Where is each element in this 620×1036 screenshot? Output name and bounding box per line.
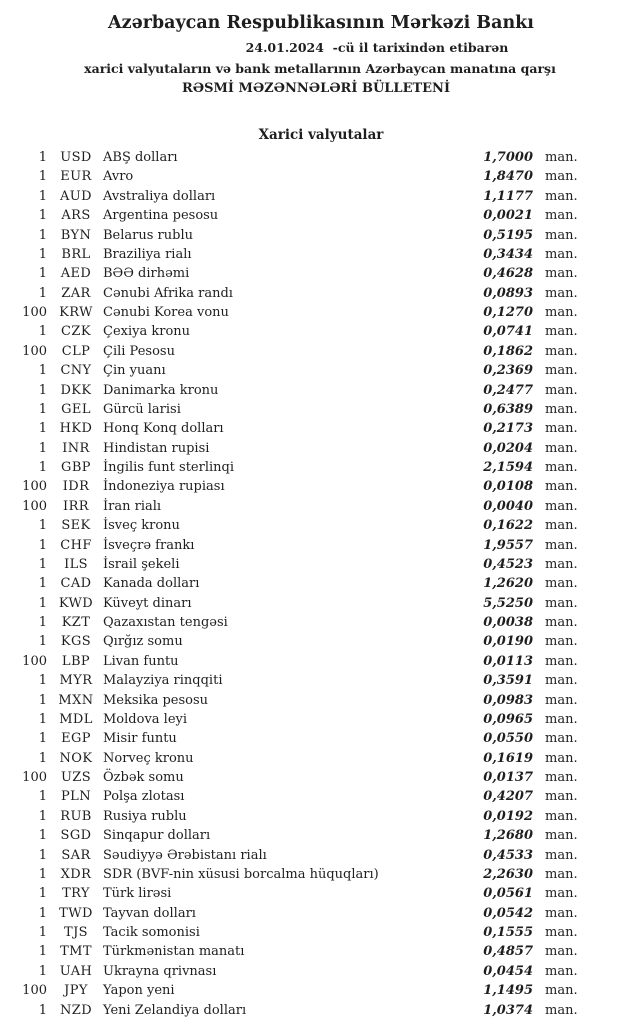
currency-code: DKK <box>60 382 92 398</box>
rate-value: 2,2630 <box>483 866 533 882</box>
rate-value: 5,5250 <box>483 595 533 611</box>
table-row <box>0 303 620 322</box>
currency-code: MXN <box>58 692 94 708</box>
rate-unit: man. <box>545 285 578 301</box>
rate-value: 0,3434 <box>483 246 533 262</box>
currency-quantity: 1 <box>38 711 47 727</box>
table-row <box>0 245 620 264</box>
table-row <box>0 691 620 710</box>
currency-name: Belarus rublu <box>103 227 193 243</box>
currency-name: Tayvan dolları <box>103 905 196 921</box>
rate-unit: man. <box>545 440 578 456</box>
currency-code: JPY <box>64 983 88 999</box>
table-row <box>0 187 620 206</box>
currency-name: Türk lirəsi <box>103 886 172 902</box>
table-row <box>0 477 620 496</box>
page-title: Azərbaycan Respublikasının Mərkəzi Bankı <box>108 13 534 33</box>
rate-value: 1,7000 <box>483 150 533 165</box>
currency-name: Polşa zlotası <box>103 789 185 805</box>
rate-value: 0,0108 <box>483 479 533 495</box>
table-row <box>0 516 620 535</box>
rate-value: 0,1862 <box>483 343 533 359</box>
currency-name: Argentina pesosu <box>103 208 219 224</box>
currency-name: Avstraliya dolları <box>103 188 216 204</box>
currency-name: İsveçrə frankı <box>103 537 195 553</box>
currency-quantity: 1 <box>38 963 47 979</box>
currency-quantity: 1 <box>38 188 47 204</box>
rate-value: 2,1594 <box>483 460 533 475</box>
rate-value: 0,4857 <box>483 944 533 960</box>
currency-quantity: 1 <box>38 150 47 165</box>
currency-name: Sinqapur dolları <box>103 828 211 844</box>
table-row <box>0 206 620 225</box>
currency-code: BRL <box>61 246 91 262</box>
currency-code: GBP <box>61 460 91 475</box>
rate-value: 0,0040 <box>483 498 533 514</box>
rate-unit: man. <box>545 537 578 553</box>
rate-unit: man. <box>545 343 578 359</box>
rate-unit: man. <box>545 556 578 572</box>
rate-value: 0,4533 <box>483 847 533 863</box>
table-row <box>0 787 620 806</box>
table-row <box>0 148 620 167</box>
table-row <box>0 826 620 845</box>
currency-quantity: 1 <box>38 537 47 553</box>
rate-value: 0,0204 <box>483 440 533 456</box>
effective-date-line: 24.01.2024 -cü il tarixindən etibarən <box>245 40 509 55</box>
rate-unit: man. <box>545 382 578 398</box>
table-row <box>0 613 620 632</box>
currency-quantity: 1 <box>38 828 47 844</box>
currency-name: Çili Pesosu <box>103 343 175 359</box>
section-title-foreign-currencies: Xarici valyutalar <box>258 127 384 143</box>
currency-quantity: 1 <box>38 227 47 243</box>
table-row <box>0 923 620 942</box>
rate-unit: man. <box>545 789 578 805</box>
table-row <box>0 884 620 903</box>
currency-code: UAH <box>59 963 93 979</box>
currency-name: Tacik somonisi <box>103 925 200 940</box>
currency-code: MDL <box>59 711 93 727</box>
currency-code: CZK <box>61 324 91 340</box>
rate-unit: man. <box>545 905 578 921</box>
table-row <box>0 264 620 283</box>
currency-name: Cənubi Korea vonu <box>103 305 229 320</box>
currency-name: İsveç kronu <box>103 518 180 534</box>
currency-quantity: 1 <box>38 246 47 262</box>
currency-quantity: 100 <box>22 498 47 514</box>
rate-unit: man. <box>545 634 578 650</box>
table-row <box>0 361 620 380</box>
rate-value: 0,0893 <box>483 285 533 301</box>
table-row <box>0 846 620 865</box>
rate-unit: man. <box>545 188 578 204</box>
rate-value: 0,5195 <box>483 227 533 243</box>
currency-code: CNY <box>60 363 92 379</box>
rate-unit: man. <box>545 808 578 824</box>
rate-unit: man. <box>545 944 578 960</box>
currency-quantity: 1 <box>38 692 47 708</box>
rate-unit: man. <box>545 246 578 262</box>
rate-unit: man. <box>545 711 578 727</box>
currency-code: IDR <box>62 479 90 495</box>
currency-quantity: 1 <box>38 1002 47 1018</box>
rate-unit: man. <box>545 963 578 979</box>
currency-name: Honq Konq dolları <box>103 421 224 437</box>
table-row <box>0 400 620 419</box>
currency-name: Qırğız somu <box>103 634 183 650</box>
rate-unit: man. <box>545 401 578 417</box>
table-row <box>0 807 620 826</box>
currency-code: TWD <box>59 905 93 921</box>
currency-code: XDR <box>60 866 92 882</box>
currency-code: INR <box>62 440 90 456</box>
currency-code: BYN <box>60 227 92 243</box>
table-row <box>0 1001 620 1020</box>
table-row <box>0 381 620 400</box>
currency-code: SEK <box>61 518 91 534</box>
currency-quantity: 1 <box>38 925 47 940</box>
rate-unit: man. <box>545 227 578 243</box>
table-row <box>0 671 620 690</box>
currency-name: Malayziya rinqqiti <box>103 673 223 689</box>
currency-quantity: 1 <box>38 808 47 824</box>
table-row <box>0 749 620 768</box>
table-row <box>0 865 620 884</box>
currency-quantity: 1 <box>38 847 47 863</box>
currency-name: Ukrayna qrivnası <box>103 963 217 979</box>
table-row <box>0 555 620 574</box>
currency-quantity: 1 <box>38 440 47 456</box>
currency-name: Gürcü larisi <box>103 401 181 417</box>
currency-name: BƏƏ dirhəmi <box>103 266 190 282</box>
currency-quantity: 1 <box>38 460 47 475</box>
currency-code: USD <box>60 150 92 165</box>
currency-code: KWD <box>58 595 94 611</box>
rate-value: 0,1555 <box>483 925 533 940</box>
currency-name: ABŞ dolları <box>103 150 178 165</box>
table-row <box>0 167 620 186</box>
currency-name: Yeni Zelandiya dolları <box>103 1002 247 1018</box>
table-row <box>0 594 620 613</box>
rate-value: 1,1495 <box>483 983 533 999</box>
table-row <box>0 729 620 748</box>
currency-code: SGD <box>60 828 92 844</box>
table-row <box>0 710 620 729</box>
currency-quantity: 1 <box>38 324 47 340</box>
rate-unit: man. <box>545 479 578 495</box>
currency-name: Hindistan rupisi <box>103 440 210 456</box>
currency-quantity: 100 <box>22 983 47 999</box>
currency-code: EGP <box>61 731 91 747</box>
rate-value: 0,0550 <box>483 731 533 747</box>
rate-value: 0,3591 <box>483 673 533 689</box>
currency-quantity: 1 <box>38 266 47 282</box>
table-row <box>0 632 620 651</box>
currency-name: Özbək somu <box>103 770 184 785</box>
rate-unit: man. <box>545 498 578 514</box>
rate-value: 0,1619 <box>483 750 533 766</box>
currency-code: PLN <box>61 789 91 805</box>
currency-name: Misir funtu <box>103 731 177 747</box>
rate-unit: man. <box>545 847 578 863</box>
bulletin-title: RƏSMİ MƏZƏNNƏLƏRİ BÜLLETENİ <box>181 81 451 96</box>
rate-unit: man. <box>545 460 578 475</box>
currency-quantity: 1 <box>38 673 47 689</box>
rate-unit: man. <box>545 518 578 534</box>
table-row <box>0 962 620 981</box>
currency-code: ZAR <box>61 285 91 301</box>
currency-code: GEL <box>61 401 91 417</box>
currency-name: SDR (BVF-nin xüsusi borcalma hüquqları) <box>103 866 379 882</box>
rate-value: 0,0038 <box>483 615 533 630</box>
currency-quantity: 1 <box>38 382 47 398</box>
rate-value: 1,9557 <box>483 537 533 553</box>
table-row <box>0 981 620 1000</box>
rate-value: 1,8470 <box>483 169 533 185</box>
currency-quantity: 100 <box>22 770 47 785</box>
rate-value: 0,0542 <box>483 905 533 921</box>
rate-unit: man. <box>545 692 578 708</box>
currency-name: Türkmənistan manatı <box>103 944 245 960</box>
currency-quantity: 1 <box>38 169 47 185</box>
currency-name: Cənubi Afrika randı <box>103 285 233 301</box>
rate-unit: man. <box>545 828 578 844</box>
rate-unit: man. <box>545 653 578 669</box>
currency-code: TJS <box>64 925 88 940</box>
currency-code: NZD <box>59 1002 93 1018</box>
currency-quantity: 1 <box>38 285 47 301</box>
currency-name: Çin yuanı <box>103 363 166 379</box>
rate-unit: man. <box>545 731 578 747</box>
currency-code: UZS <box>60 770 92 785</box>
rate-unit: man. <box>545 266 578 282</box>
table-row <box>0 497 620 516</box>
rate-value: 0,1270 <box>483 305 533 320</box>
rate-unit: man. <box>545 324 578 340</box>
rate-unit: man. <box>545 421 578 437</box>
currency-name: İndoneziya rupiası <box>103 479 225 495</box>
currency-quantity: 1 <box>38 576 47 592</box>
rate-value: 0,0965 <box>483 711 533 727</box>
exchange-rates-table <box>0 148 620 1020</box>
currency-code: ILS <box>64 556 88 572</box>
rate-value: 0,0021 <box>483 208 533 224</box>
currency-name: Qazaxıstan tengəsi <box>103 615 228 630</box>
currency-quantity: 1 <box>38 905 47 921</box>
rate-value: 0,0192 <box>483 808 533 824</box>
subtitle-line: xarici valyutaların və bank metallarının Azərbaycan manatına qarşı <box>84 61 556 76</box>
currency-quantity: 100 <box>22 305 47 320</box>
table-row <box>0 322 620 341</box>
currency-code: CHF <box>60 537 92 553</box>
currency-name: Səudiyyə Ərəbistanı rialı <box>103 847 267 863</box>
currency-quantity: 1 <box>38 401 47 417</box>
currency-name: Livan funtu <box>103 653 179 669</box>
table-row <box>0 904 620 923</box>
rate-unit: man. <box>545 150 578 165</box>
currency-name: Kanada dolları <box>103 576 200 592</box>
currency-code: TMT <box>60 944 92 960</box>
rate-unit: man. <box>545 615 578 630</box>
currency-quantity: 1 <box>38 750 47 766</box>
table-row <box>0 942 620 961</box>
currency-name: Rusiya rublu <box>103 808 187 824</box>
currency-name: Norveç kronu <box>103 750 194 766</box>
table-row <box>0 419 620 438</box>
currency-quantity: 1 <box>38 421 47 437</box>
currency-name: Braziliya rialı <box>103 246 192 262</box>
currency-quantity: 1 <box>38 595 47 611</box>
rate-unit: man. <box>545 866 578 882</box>
rate-unit: man. <box>545 1002 578 1018</box>
currency-quantity: 1 <box>38 634 47 650</box>
currency-name: İran rialı <box>103 498 162 514</box>
table-row <box>0 574 620 593</box>
rate-value: 0,0561 <box>483 886 533 902</box>
rate-value: 0,4523 <box>483 556 533 572</box>
rate-value: 0,0137 <box>483 770 533 785</box>
currency-name: Avro <box>103 169 134 185</box>
currency-code: CAD <box>60 576 92 592</box>
currency-code: AUD <box>60 188 92 204</box>
currency-quantity: 100 <box>22 479 47 495</box>
rate-value: 0,4628 <box>483 266 533 282</box>
table-row <box>0 226 620 245</box>
table-row <box>0 439 620 458</box>
currency-quantity: 1 <box>38 886 47 902</box>
rate-unit: man. <box>545 925 578 940</box>
rate-value: 0,6389 <box>483 401 533 417</box>
table-row <box>0 536 620 555</box>
currency-name: Meksika pesosu <box>103 692 209 708</box>
currency-quantity: 1 <box>38 731 47 747</box>
currency-code: HKD <box>59 421 93 437</box>
currency-name: Küveyt dinarı <box>103 595 192 611</box>
currency-quantity: 1 <box>38 208 47 224</box>
rate-unit: man. <box>545 673 578 689</box>
rate-unit: man. <box>545 363 578 379</box>
currency-name: İsrail şekeli <box>103 556 180 572</box>
currency-code: AED <box>60 266 92 282</box>
rate-value: 0,2173 <box>483 421 533 437</box>
currency-code: KZT <box>61 615 91 630</box>
currency-code: RUB <box>60 808 92 824</box>
currency-code: CLP <box>61 343 91 359</box>
rate-unit: man. <box>545 983 578 999</box>
currency-quantity: 1 <box>38 556 47 572</box>
rate-value: 0,0190 <box>483 634 533 650</box>
rate-value: 1,2680 <box>483 828 533 844</box>
currency-name: Yapon yeni <box>103 983 175 999</box>
currency-quantity: 1 <box>38 363 47 379</box>
currency-quantity: 100 <box>22 343 47 359</box>
currency-quantity: 1 <box>38 518 47 534</box>
currency-quantity: 1 <box>38 944 47 960</box>
rate-value: 0,2477 <box>483 382 533 398</box>
table-row <box>0 284 620 303</box>
currency-quantity: 100 <box>22 653 47 669</box>
table-row <box>0 342 620 361</box>
currency-code: SAR <box>61 847 91 863</box>
rate-value: 0,0454 <box>483 963 533 979</box>
currency-code: MYR <box>59 673 93 689</box>
rate-value: 0,2369 <box>483 363 533 379</box>
currency-name: Danimarka kronu <box>103 382 219 398</box>
rate-value: 0,0741 <box>483 324 533 340</box>
rate-unit: man. <box>545 886 578 902</box>
rate-value: 1,2620 <box>483 576 533 592</box>
rate-unit: man. <box>545 770 578 785</box>
table-row <box>0 458 620 477</box>
currency-quantity: 1 <box>38 866 47 882</box>
rate-value: 1,0374 <box>483 1002 533 1018</box>
rate-unit: man. <box>545 595 578 611</box>
rate-value: 0,0113 <box>483 653 533 669</box>
rate-value: 1,1177 <box>483 188 533 204</box>
rate-unit: man. <box>545 169 578 185</box>
rate-unit: man. <box>545 208 578 224</box>
rate-unit: man. <box>545 576 578 592</box>
currency-code: LBP <box>61 653 91 669</box>
table-row <box>0 652 620 671</box>
currency-name: Moldova leyi <box>103 711 188 727</box>
rate-value: 0,1622 <box>483 518 533 534</box>
rate-unit: man. <box>545 305 578 320</box>
currency-code: KGS <box>60 634 92 650</box>
currency-code: NOK <box>59 750 93 766</box>
currency-code: ARS <box>61 208 91 224</box>
currency-quantity: 1 <box>38 789 47 805</box>
currency-code: KRW <box>59 305 93 320</box>
rate-unit: man. <box>545 750 578 766</box>
rate-value: 0,4207 <box>483 789 533 805</box>
rate-value: 0,0983 <box>483 692 533 708</box>
currency-code: IRR <box>63 498 89 514</box>
currency-code: EUR <box>60 169 92 185</box>
currency-code: TRY <box>62 886 90 902</box>
currency-quantity: 1 <box>38 615 47 630</box>
currency-name: İngilis funt sterlinqi <box>103 460 234 475</box>
currency-name: Çexiya kronu <box>103 324 191 340</box>
table-row <box>0 768 620 787</box>
